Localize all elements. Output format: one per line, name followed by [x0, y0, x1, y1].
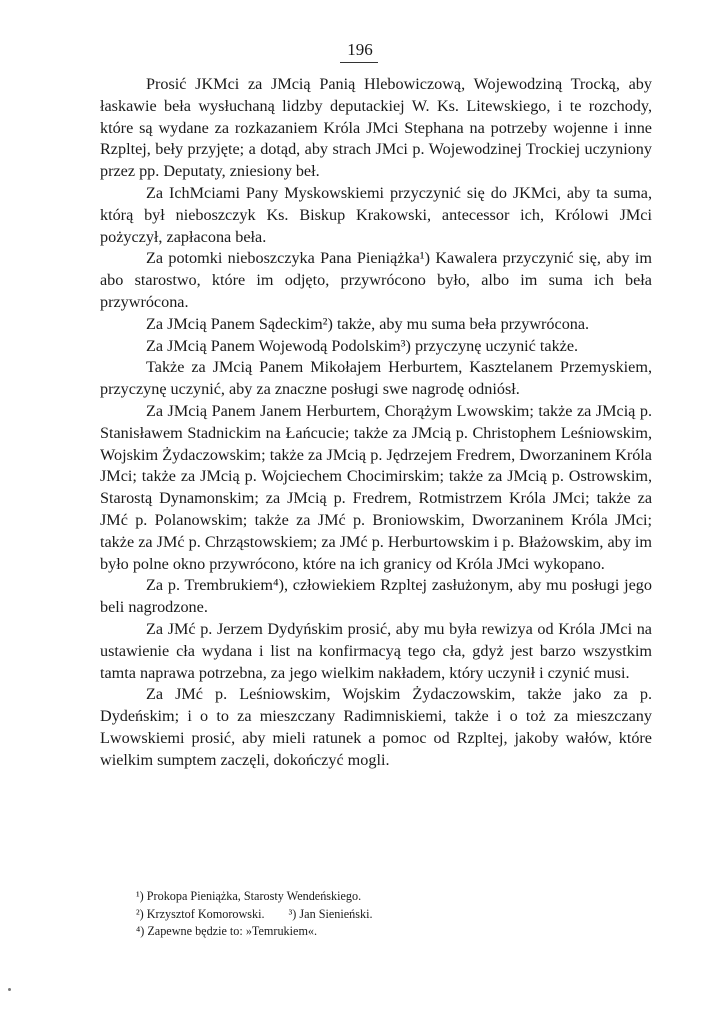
page-number: 196: [347, 40, 373, 59]
footnote-4: ⁴) Zapewne będzie to: »Temrukiem«.: [136, 924, 318, 938]
footnote-3: ³) Jan Sienieński.: [288, 906, 373, 921]
paragraph-trembruk: Za p. Trembrukiem⁴), człowiekiem Rzpltej zasłużonym, aby mu posługi jego beli nagrodzone.: [100, 576, 652, 617]
body-text: [100, 74, 652, 772]
paragraph-wojewoda-podolski: Za JMcią Panem Wojewodą Podolskim³) przyczynę uczynić także.: [146, 336, 579, 355]
paragraph-mikolaj-herburt: Także za JMcią Panem Mikołajem Herburtem, Kasztelanem Przemyskiem, przyczynę uczynić, aby za znaczne posługi swe nagrodę odniósł.: [100, 358, 652, 399]
paragraph-dydynski: Za JMć p. Jerzem Dydyńskim prosić, aby mu była rewizya od Króla JMci na ustawienie cła wydana i list na konfirmacyą tego cła, gdyż jest barzo wszystkim tamta naprawa potrzebna, za jego wielkim nakładem, który uczynił i czynić musi.: [100, 619, 652, 682]
footnote-1: ¹) Prokopa Pieniążka, Starosty Wendeńskiego.: [136, 889, 362, 903]
scan-speck: [8, 988, 11, 991]
page-number-rule: [340, 62, 378, 63]
paragraph-sadecki: Za JMcią Panem Sądeckim²) także, aby mu suma beła przywrócona.: [146, 314, 590, 333]
paragraph-hlebowiczowa: Prosić JKMci za JMcią Panią Hlebowiczową, Wojewodziną Trocką, aby łaskawie beła wysłuchaną lidzby deputackiej W. Ks. Litewskiego, i te rozchody, które są wydane za rozkazaniem Króla JMci Stephana na potrzeby wojenne i inne Rzpltej, beły przyjęte; a dotąd, aby strach JMci p. Wojewodzinej Trockiej uczyniony przez pp. Deputaty, zniesiony beł.: [100, 75, 652, 181]
footnote-2-3: [136, 906, 556, 924]
paragraph-jan-herburt: Za JMcią Panem Janem Herburtem, Chorążym Lwowskim; także za JMcią p. Stanisławem Stadnickim na Łańcucie; także za JMcią p. Christophem Leśniowskim, Wojskim Żydaczowskim; także za JMcią p. Jędrzejem Fredrem, Dworzaninem Króla JMci; także za JMcią p. Wojciechem Chocimirskim; także za JMcią p. Ostrowskim, Starostą Dynamonskim; za JMcią p. Fredrem, Rotmistrzem Króla JMci; także za JMć p. Polanowskim; także za JMć p. Broniowskim, Dworzaninem Króla JMci; także za JMć p. Chrząstowskiem; za JMć p. Herburtowskim i p. Błażowskim, aby im było polne okno przywrócono, które na ich granicy od Króla JMci wykopano.: [100, 401, 652, 573]
footnotes: [136, 888, 556, 941]
paragraph-lesniowski: Za JMć p. Leśniowskim, Wojskim Żydaczowskim, także jako za p. Dydeńskim; i o to za mieszczany Radimniskiemi, także i o toż za mieszczany Lwowskiemi prosić, aby mieli ratunek a pomoc od Rzpltej, jakoby wałów, które wielkim sumptem zaczęli, dokończyć mogli.: [100, 685, 652, 769]
paragraph-myskowski: Za IchMciami Pany Myskowskiemi przyczynić się do JKMci, aby ta suma, którą był nieboszczyk Ks. Biskup Krakowski, antecessor ich, Królowi JMci pożyczył, zapłacona beła.: [100, 183, 652, 246]
paragraph-pieniazek: Za potomki nieboszczyka Pana Pieniążka¹) Kawalera przyczynić się, aby im abo starostwo, które im odjęto, przywrócono było, albo im suma ich beła przywrócona.: [100, 249, 652, 311]
footnote-2: ²) Krzysztof Komorowski.: [136, 906, 265, 921]
